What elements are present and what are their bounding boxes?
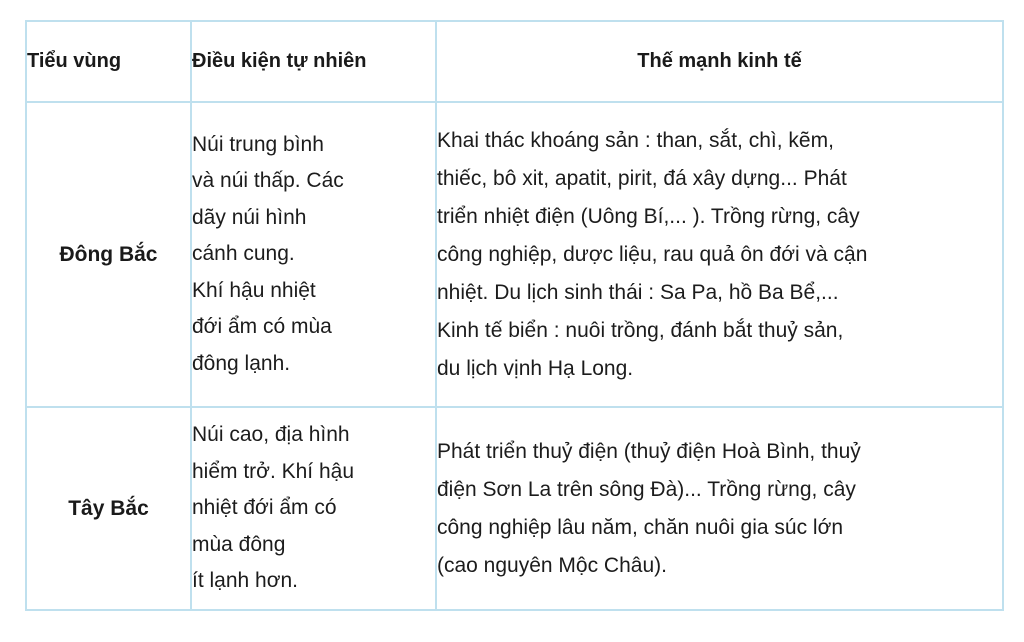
subregion-cell: Đông Bắc <box>26 102 191 407</box>
header-subregion: Tiểu vùng <box>26 21 191 102</box>
table-header-row <box>26 21 1003 102</box>
economic-strengths-cell: Phát triển thuỷ điện (thuỷ điện Hoà Bình, thuỷ điện Sơn La trên sông Đà)... Trồng rừng, cây công nghiệp lâu năm, chăn nuôi gia súc lớn (cao nguyên Mộc Châu). <box>436 407 1003 610</box>
subregion-cell: Tây Bắc <box>26 407 191 610</box>
header-natural-conditions: Điều kiện tự nhiên <box>191 21 436 102</box>
header-economic-strengths: Thế mạnh kinh tế <box>436 21 1003 102</box>
natural-conditions-cell: Núi cao, địa hình hiểm trở. Khí hậu nhiệt đới ẩm có mùa đông ít lạnh hơn. <box>191 407 436 610</box>
table-row <box>26 407 1003 610</box>
table-row <box>26 102 1003 407</box>
regions-table <box>25 20 1004 611</box>
natural-conditions-cell: Núi trung bình và núi thấp. Các dãy núi hình cánh cung. Khí hậu nhiệt đới ẩm có mùa đông lạnh. <box>191 102 436 407</box>
economic-strengths-cell: Khai thác khoáng sản : than, sắt, chì, kẽm, thiếc, bô xit, apatit, pirit, đá xây dựng... Phát triển nhiệt điện (Uông Bí,... ). Trồng rừng, cây công nghiệp, dược liệu, rau quả ôn đới và cận nhiệt. Du lịch sinh thái : Sa Pa, hồ Ba Bể,... Kinh tế biển : nuôi trồng, đánh bắt thuỷ sản, du lịch vịnh Hạ Long. <box>436 102 1003 407</box>
